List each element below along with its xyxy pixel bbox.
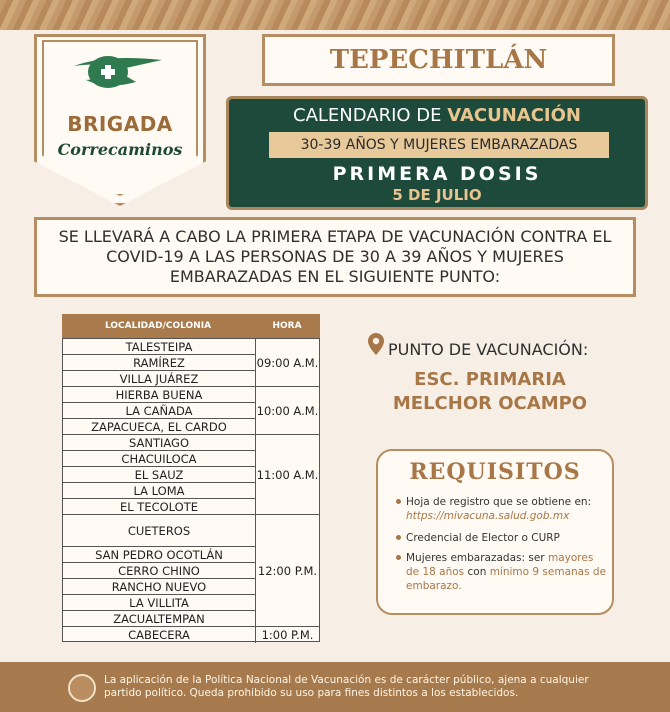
table-row: SAN PEDRO OCOTLÁN [63,547,255,563]
table-row: TALESTEIPA [63,339,255,355]
table-row: EL TECOLOTE [63,499,255,515]
announcement-box [34,217,636,297]
footer [0,662,670,712]
brigada-title: BRIGADA [67,112,173,136]
site-line-1: ESC. PRIMARIA [414,369,566,390]
table-row: LA VILLITA [63,595,255,611]
roadrunner-logo-icon [66,46,166,96]
table-row: CUETEROS [63,515,255,547]
time-cell: 11:00 A.M. [255,435,319,515]
brigada-subtitle: Correcaminos [57,140,183,159]
table-row: RANCHO NUEVO [63,579,255,595]
requisito-item [394,551,608,593]
decorative-top-band [0,0,670,30]
dose-label: PRIMERA DOSIS [332,163,542,185]
header-hora: HORA [272,321,302,331]
time-cell: 1:00 P.M. [255,627,319,643]
punto-label: PUNTO DE VACUNACIÓN: [388,340,589,359]
time-cell: 12:00 P.M. [255,515,319,627]
table-row: CHACUILOCA [63,451,255,467]
table-row: RAMÍREZ [63,355,255,371]
government-seal-icon [68,674,96,702]
table-row: HIERBA BUENA [63,387,255,403]
vaccination-date: 5 DE JULIO [392,186,482,204]
footer-disclaimer: La aplicación de la Política Nacional de Vacunación es de carácter público, ajena a cualquier partido político. Queda prohibido su uso para fines distintos a los establecidos. [104,674,589,699]
requisito-3-b: mayores de 18 años [406,552,594,578]
calendar-box [226,96,648,210]
requisito-3-d: mínimo 9 semanas de embarazo. [406,566,607,592]
town-name: TEPECHITLÁN [329,45,548,75]
registration-link[interactable]: https://mivacuna.salud.gob.mx [406,510,570,522]
table-row: EL SAUZ [63,467,255,483]
table-body [62,338,320,642]
table-row: ZAPACUECA, EL CARDO [63,419,255,435]
requisitos-title: REQUISITOS [409,459,581,485]
announcement-text: SE LLEVARÁ A CABO LA PRIMERA ETAPA DE VACUNACIÓN CONTRA EL COVID-19 A LAS PERSONAS DE 30 A 39 AÑOS Y MUJERES EMBARAZADAS EN EL SIGUIENTE PUNTO: [58,227,612,286]
requisito-item: Credencial de Elector o CURP [394,531,608,545]
table-header [62,314,320,338]
vaccination-site [360,368,620,416]
requisito-3-a: Mujeres embarazadas: ser [406,552,548,564]
table-row: VILLA JUÁREZ [63,371,255,387]
calendar-title-plain: CALENDARIO DE [293,105,448,126]
location-pin-icon [368,333,384,355]
table-row: ZACUALTEMPAN [63,611,255,627]
town-header [262,34,615,86]
time-cell: 09:00 A.M. [255,339,319,387]
time-cell: 10:00 A.M. [255,387,319,435]
table-row: CERRO CHINO [63,563,255,579]
table-row: CABECERA [128,628,190,642]
table-row: LA CAÑADA [63,403,255,419]
age-group-band: 30-39 AÑOS Y MUJERES EMBARAZADAS [269,132,609,158]
requisito-1-text: Hoja de registro que se obtiene en: [406,496,592,508]
calendar-title-bold: VACUNACIÓN [447,105,581,126]
requisito-3-c: con [464,566,490,578]
header-localidad: LOCALIDAD/COLONIA [104,321,212,331]
table-row: SANTIAGO [63,435,255,451]
calendar-title [229,105,645,126]
requisitos-box [376,449,614,615]
table-row: LA LOMA [63,483,255,499]
site-line-2: MELCHOR OCAMPO [392,393,588,414]
requisito-item [394,495,608,523]
